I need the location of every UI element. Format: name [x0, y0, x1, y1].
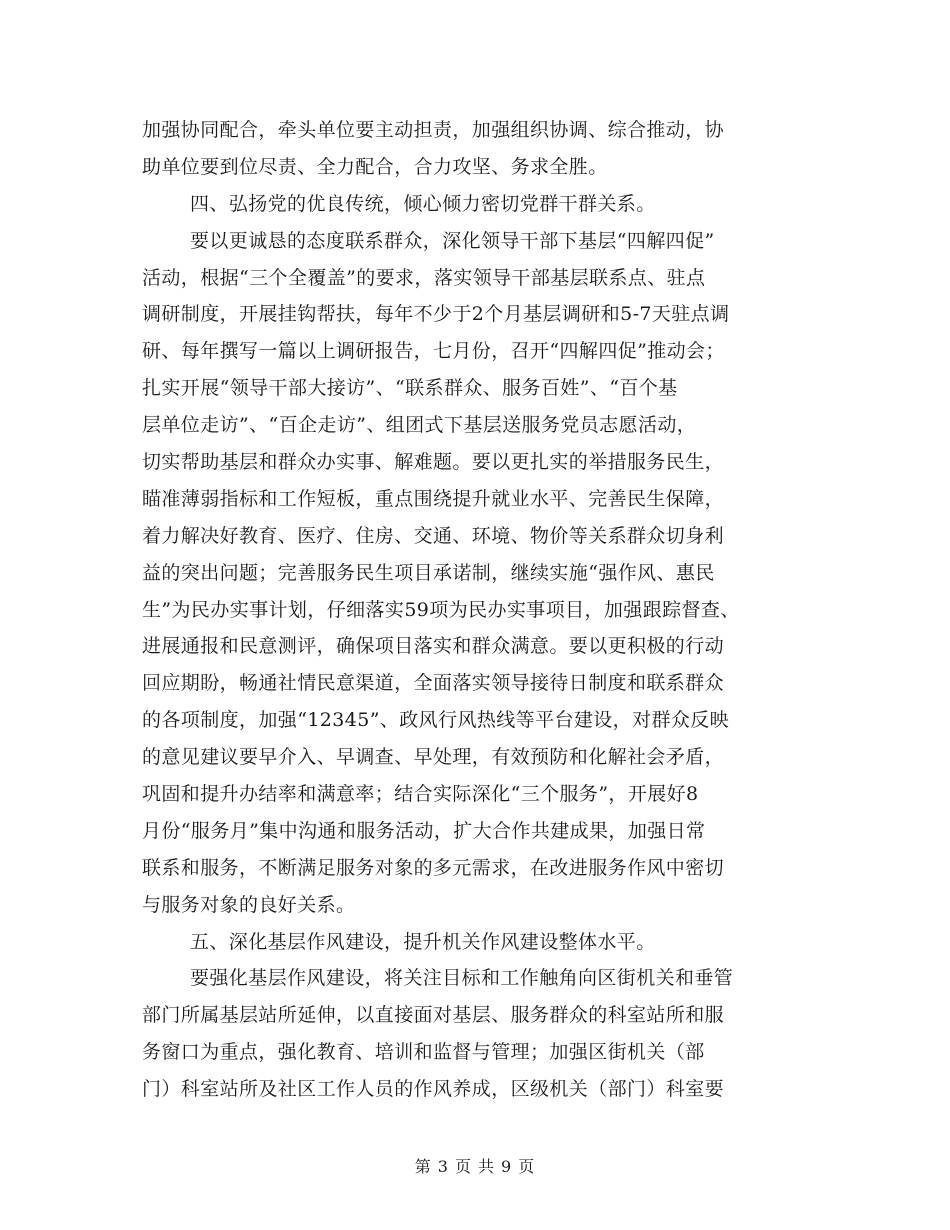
footer-middle: 页 共	[454, 1157, 496, 1176]
text-line: 切实帮助基层和群众办实事、解难题。要以更扎实的举措服务民生，	[142, 451, 725, 474]
text-line: 要强化基层作风建设，将关注目标和工作触角向区街机关和垂管	[190, 967, 734, 990]
text-line: 联系和服务，不断满足服务对象的多元需求，在改进服务作风中密切	[142, 856, 725, 879]
footer-suffix: 页	[518, 1157, 536, 1176]
page-total: 9	[501, 1157, 513, 1176]
footer-prefix: 第	[414, 1157, 432, 1176]
text-line: 着力解决好教育、医疗、住房、交通、环境、物价等关系群众切身利	[142, 524, 725, 547]
text-line: 层单位走访”、“百企走访”、组团式下基层送服务党员志愿活动，	[142, 414, 697, 437]
text-line: 要以更诚恳的态度联系群众，深化领导干部下基层“四解四促”	[190, 229, 715, 252]
page-number: 3	[437, 1157, 449, 1176]
text-line: 的意见建议要早介入、早调查、早处理，有效预防和化解社会矛盾，	[142, 746, 725, 769]
text-line: 的各项制度，加强“12345”、政风行风热线等平台建设，对群众反映	[142, 709, 730, 732]
text-line: 加强协同配合，牵头单位要主动担责，加强组织协调、综合推动，协	[142, 119, 725, 141]
text-line: 部门所属基层站所延伸，以直接面对基层、服务群众的科室站所和服	[142, 1004, 725, 1027]
section-heading: 四、弘扬党的优良传统，倾心倾力密切党群干群关系。	[190, 192, 656, 215]
text-line: 研、每年撰写一篇以上调研报告，七月份，召开“四解四促”推动会；	[142, 340, 725, 363]
text-line: 月份“服务月”集中沟通和服务活动，扩大合作共建成果，加强日常	[142, 819, 706, 842]
text-line: 与服务对象的良好关系。	[142, 893, 356, 916]
document-body	[142, 112, 822, 1108]
text-line: 生”为民办实事计划，仔细落实59项为民办实事项目，加强跟踪督查、	[142, 598, 740, 621]
text-line: 扎实开展“领导干部大接访”、“联系群众、服务百姓”、“百个基	[142, 377, 678, 400]
page-footer	[0, 1154, 950, 1177]
text-line: 助单位要到位尽责、全力配合，合力攻坚、务求全胜。	[142, 155, 608, 178]
text-line: 进展通报和民意测评，确保项目落实和群众满意。要以更积极的行动	[142, 635, 725, 658]
text-line: 门）科室站所及社区工作人员的作风养成，区级机关（部门）科室要	[142, 1078, 725, 1101]
text-line: 务窗口为重点，强化教育、培训和监督与管理；加强区街机关（部	[142, 1041, 705, 1064]
text-line: 活动，根据“三个全覆盖”的要求，落实领导干部基层联系点、驻点	[142, 266, 706, 289]
text-line: 瞄准薄弱指标和工作短板，重点围绕提升就业水平、完善民生保障，	[142, 487, 725, 510]
section-heading: 五、深化基层作风建设，提升机关作风建设整体水平。	[190, 930, 656, 953]
text-line: 回应期盼，畅通社情民意渠道，全面落实领导接待日制度和联系群众	[142, 672, 725, 695]
text-line: 调研制度，开展挂钩帮扶，每年不少于2个月基层调研和5-7天驻点调	[142, 303, 730, 326]
text-line: 益的突出问题；完善服务民生项目承诺制，继续实施“强作风、惠民	[142, 561, 715, 584]
text-line: 巩固和提升办结率和满意率；结合实际深化“三个服务”，开展好8	[142, 783, 699, 806]
